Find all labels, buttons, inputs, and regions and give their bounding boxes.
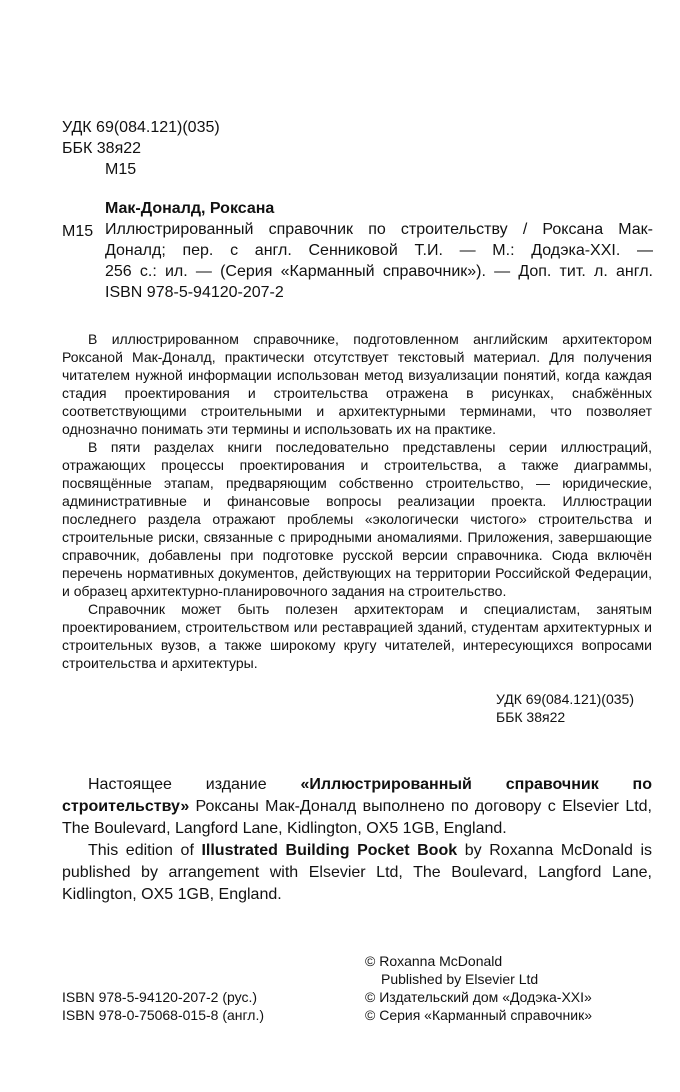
copyright-publisher: Published by Elsevier Ltd <box>381 971 539 987</box>
copyright-series: © Серия «Карманный справочник» <box>365 1007 593 1023</box>
author-name: Мак-Доналд, Роксана <box>105 200 275 217</box>
annotation-paragraph: Справочник может быть полезен архитекторам и специалистам, занятым проектированием, строительством или реставрацией зданий, студентам архитектурных и строительных вузов, а также широкому кругу читателей, интересующихся вопросами строительства и архитектуры. <box>62 601 652 671</box>
book-title-en: Illustrated Building Pocket Book <box>201 842 458 859</box>
author-mark: М15 <box>105 161 137 178</box>
bibliography-isbn: ISBN 978-5-94120-207-2 <box>105 284 284 301</box>
udk-code: УДК 69(084.121)(035) <box>62 119 220 136</box>
bibliography-line: Доналд; пер. с англ. Сенниковой Т.И. — М.: Додэка-XXI. — <box>105 242 653 259</box>
rights-english: This edition of Illustrated Building Pocket Book by Roxanna McDonald is published by arrangement with Elsevier Ltd, The Boulevard, Langford Lane, Kidlington, OX5 1GB, England. <box>62 842 653 903</box>
annotation-paragraph: В пяти разделах книги последовательно представлены серии иллюстраций, отражающих процессы проектирования и строительства, а также диаграммы, посвящённые этапам, предваряющим собственно строительство, — юридические, административные и финансовые вопросы реализации проекта. Иллюстрации последнего раздела отражают проблемы «экологически чистого» строительства и строительные риски, связанные с природными аномалиями. Приложения, завершающие справочник, добавлены при подготовке русской версии справочника. Сюда включён перечень нормативных документов, действующих на территории Российской Федерации, и образец архитектурно-планировочного задания на строительство. <box>62 439 652 599</box>
copyright-house: © Издательский дом «Додэка-XXI» <box>365 989 592 1005</box>
bbk-code-right: ББК 38я22 <box>496 709 566 725</box>
bibliography-author-mark: М15 <box>62 223 94 240</box>
bibliography-line: Иллюстрированный справочник по строительству / Роксана Мак- <box>105 221 653 238</box>
annotation-paragraph: В иллюстрированном справочнике, подготовленном английским архитектором Роксаной Мак-Доналд, практически отсутствует текстовый материал. Для получения читателем нужной информации использован метод визуализации понятий, когда каждая стадия проектирования и строительства отражена в рисунках, снабжённых соответствующими строительными и архитектурными терминами, что позволяет однозначно понимать эти термины и использовать их на практике. <box>62 331 652 437</box>
rights-notice <box>62 774 652 906</box>
book-title-ru: «Иллюстрированный справочник по строительству» <box>62 776 652 815</box>
bbk-code: ББК 38я22 <box>62 140 142 157</box>
udk-code-right: УДК 69(084.121)(035) <box>496 691 634 707</box>
isbn-russian: ISBN 978-5-94120-207-2 (рус.) <box>62 989 258 1005</box>
bibliographic-record <box>105 219 653 303</box>
copyright-author: © Roxanna McDonald <box>365 953 503 969</box>
annotation <box>62 330 652 672</box>
isbn-english: ISBN 978-0-75068-015-8 (англ.) <box>62 1007 265 1023</box>
bibliography-line: 256 с.: ил. — (Серия «Карманный справочник»). — Доп. тит. л. англ. <box>105 263 653 280</box>
rights-russian: Настоящее издание «Иллюстрированный справочник по строительству» Роксаны Мак-Доналд выполнено по договору с Elsevier Ltd, The Boulevard, Langford Lane, Kidlington, OX5 1GB, England. <box>62 776 652 837</box>
